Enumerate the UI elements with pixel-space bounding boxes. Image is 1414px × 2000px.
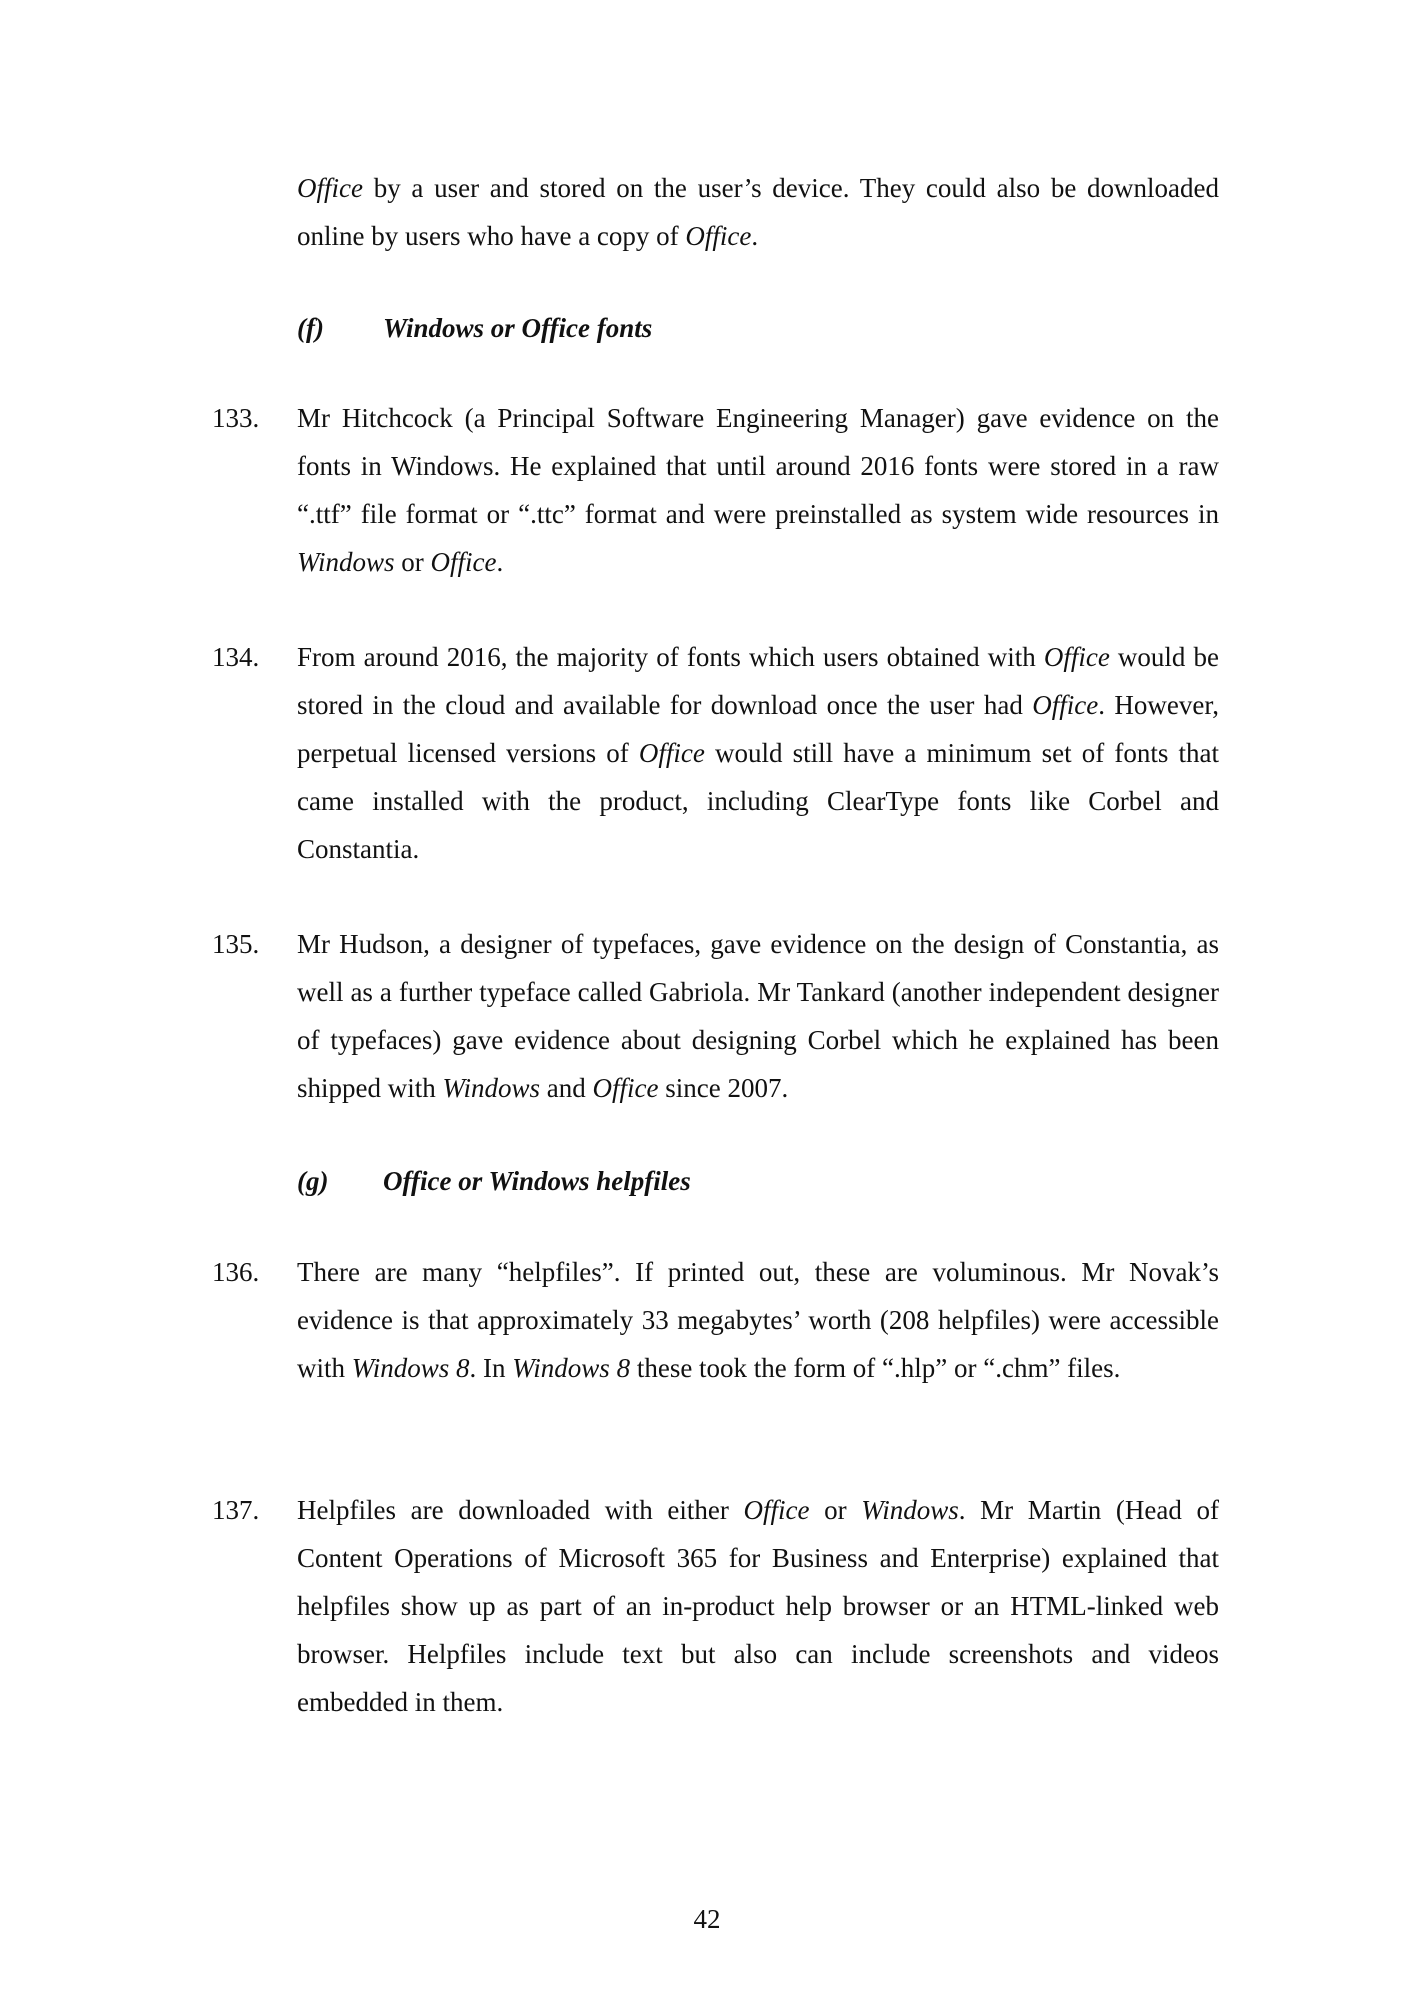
segment: would still have a minimum set of fonts that came installed with the product, including ClearType fonts like Corbel and Constantia.: [297, 738, 1219, 864]
segment: . In: [469, 1353, 513, 1383]
segment: . However, perpetual licensed versions of: [297, 690, 1220, 768]
segment: Office: [743, 1495, 810, 1525]
section-heading-g: [297, 1157, 691, 1205]
paragraph-137: [297, 1486, 1219, 1726]
paragraph-number: 136.: [212, 1257, 260, 1287]
segment: . Mr Martin (Head of Content Operations of Microsoft 365 for Business and Enterprise) explained that helpfiles show up as part of an in-product help browser or an HTML-linked web browser. Helpfiles include text but also can include screenshots and videos embedded in them.: [297, 1495, 1220, 1717]
segment: these took the form of “.hlp” or “.chm” files.: [630, 1353, 1121, 1383]
segment: Office: [1043, 642, 1110, 672]
segment: .: [751, 221, 759, 251]
paragraph-133: [297, 394, 1219, 586]
section-heading-f: [297, 304, 652, 352]
paragraph-136: [297, 1248, 1219, 1392]
paragraph-134: [297, 633, 1219, 873]
page-number: 42: [693, 1904, 721, 1934]
segment: Windows 8: [512, 1353, 631, 1383]
paragraph-number: 134.: [212, 642, 260, 672]
segment: Windows: [442, 1073, 541, 1103]
segment: .: [496, 547, 504, 577]
segment: Mr Hudson, a designer of typefaces, gave evidence on the design of Constantia, as well as a further typeface called Gabriola. Mr Tankard (another independent designer of typefaces) gave evidence about designing Corbel which he explained has been shipped with: [297, 929, 1219, 1103]
segment: or: [394, 547, 431, 577]
paragraph-number: 137.: [212, 1495, 260, 1525]
section-title: Windows or Office fonts: [383, 313, 653, 343]
segment: Helpfiles are downloaded with either: [297, 1495, 744, 1525]
segment: Mr Hitchcock (a Principal Software Engineering Manager) gave evidence on the fonts in Windows. He explained that until around 2016 fonts were stored in a raw “.ttf” file format or “.ttc” format and were preinstalled as system wide resources in: [297, 403, 1219, 529]
segment: would be stored in the cloud and available for download once the user had: [297, 642, 1220, 720]
paragraph-number: 133.: [212, 403, 260, 433]
paragraph-135: [297, 920, 1219, 1112]
section-letter: (f): [297, 313, 324, 343]
segment: From around 2016, the majority of fonts which users obtained with: [297, 642, 1044, 672]
segment: Office: [685, 221, 752, 251]
segment: Office: [638, 738, 705, 768]
segment: There are many “helpfiles”. If printed out, these are voluminous. Mr Novak’s evidence is that approximately 33 megabytes’ worth (208 helpfiles) were accessible with: [297, 1257, 1219, 1383]
section-title: Office or Windows helpfiles: [383, 1166, 691, 1196]
segment: Office: [430, 547, 497, 577]
segment: Office: [592, 1073, 659, 1103]
section-letter: (g): [297, 1166, 329, 1196]
segment: or: [809, 1495, 862, 1525]
segment: Windows: [861, 1495, 959, 1525]
segment: and: [540, 1073, 593, 1103]
segment: Office: [1032, 690, 1099, 720]
segment: since 2007.: [658, 1073, 789, 1103]
segment: Office: [297, 173, 363, 203]
paragraph-number: 135.: [212, 929, 260, 959]
segment: Windows 8: [351, 1353, 470, 1383]
segment: Windows: [297, 547, 395, 577]
segment: by a user and stored on the user’s device. They could also be downloaded online by users who have a copy of: [297, 173, 1219, 251]
continuation-paragraph: [297, 164, 1219, 260]
